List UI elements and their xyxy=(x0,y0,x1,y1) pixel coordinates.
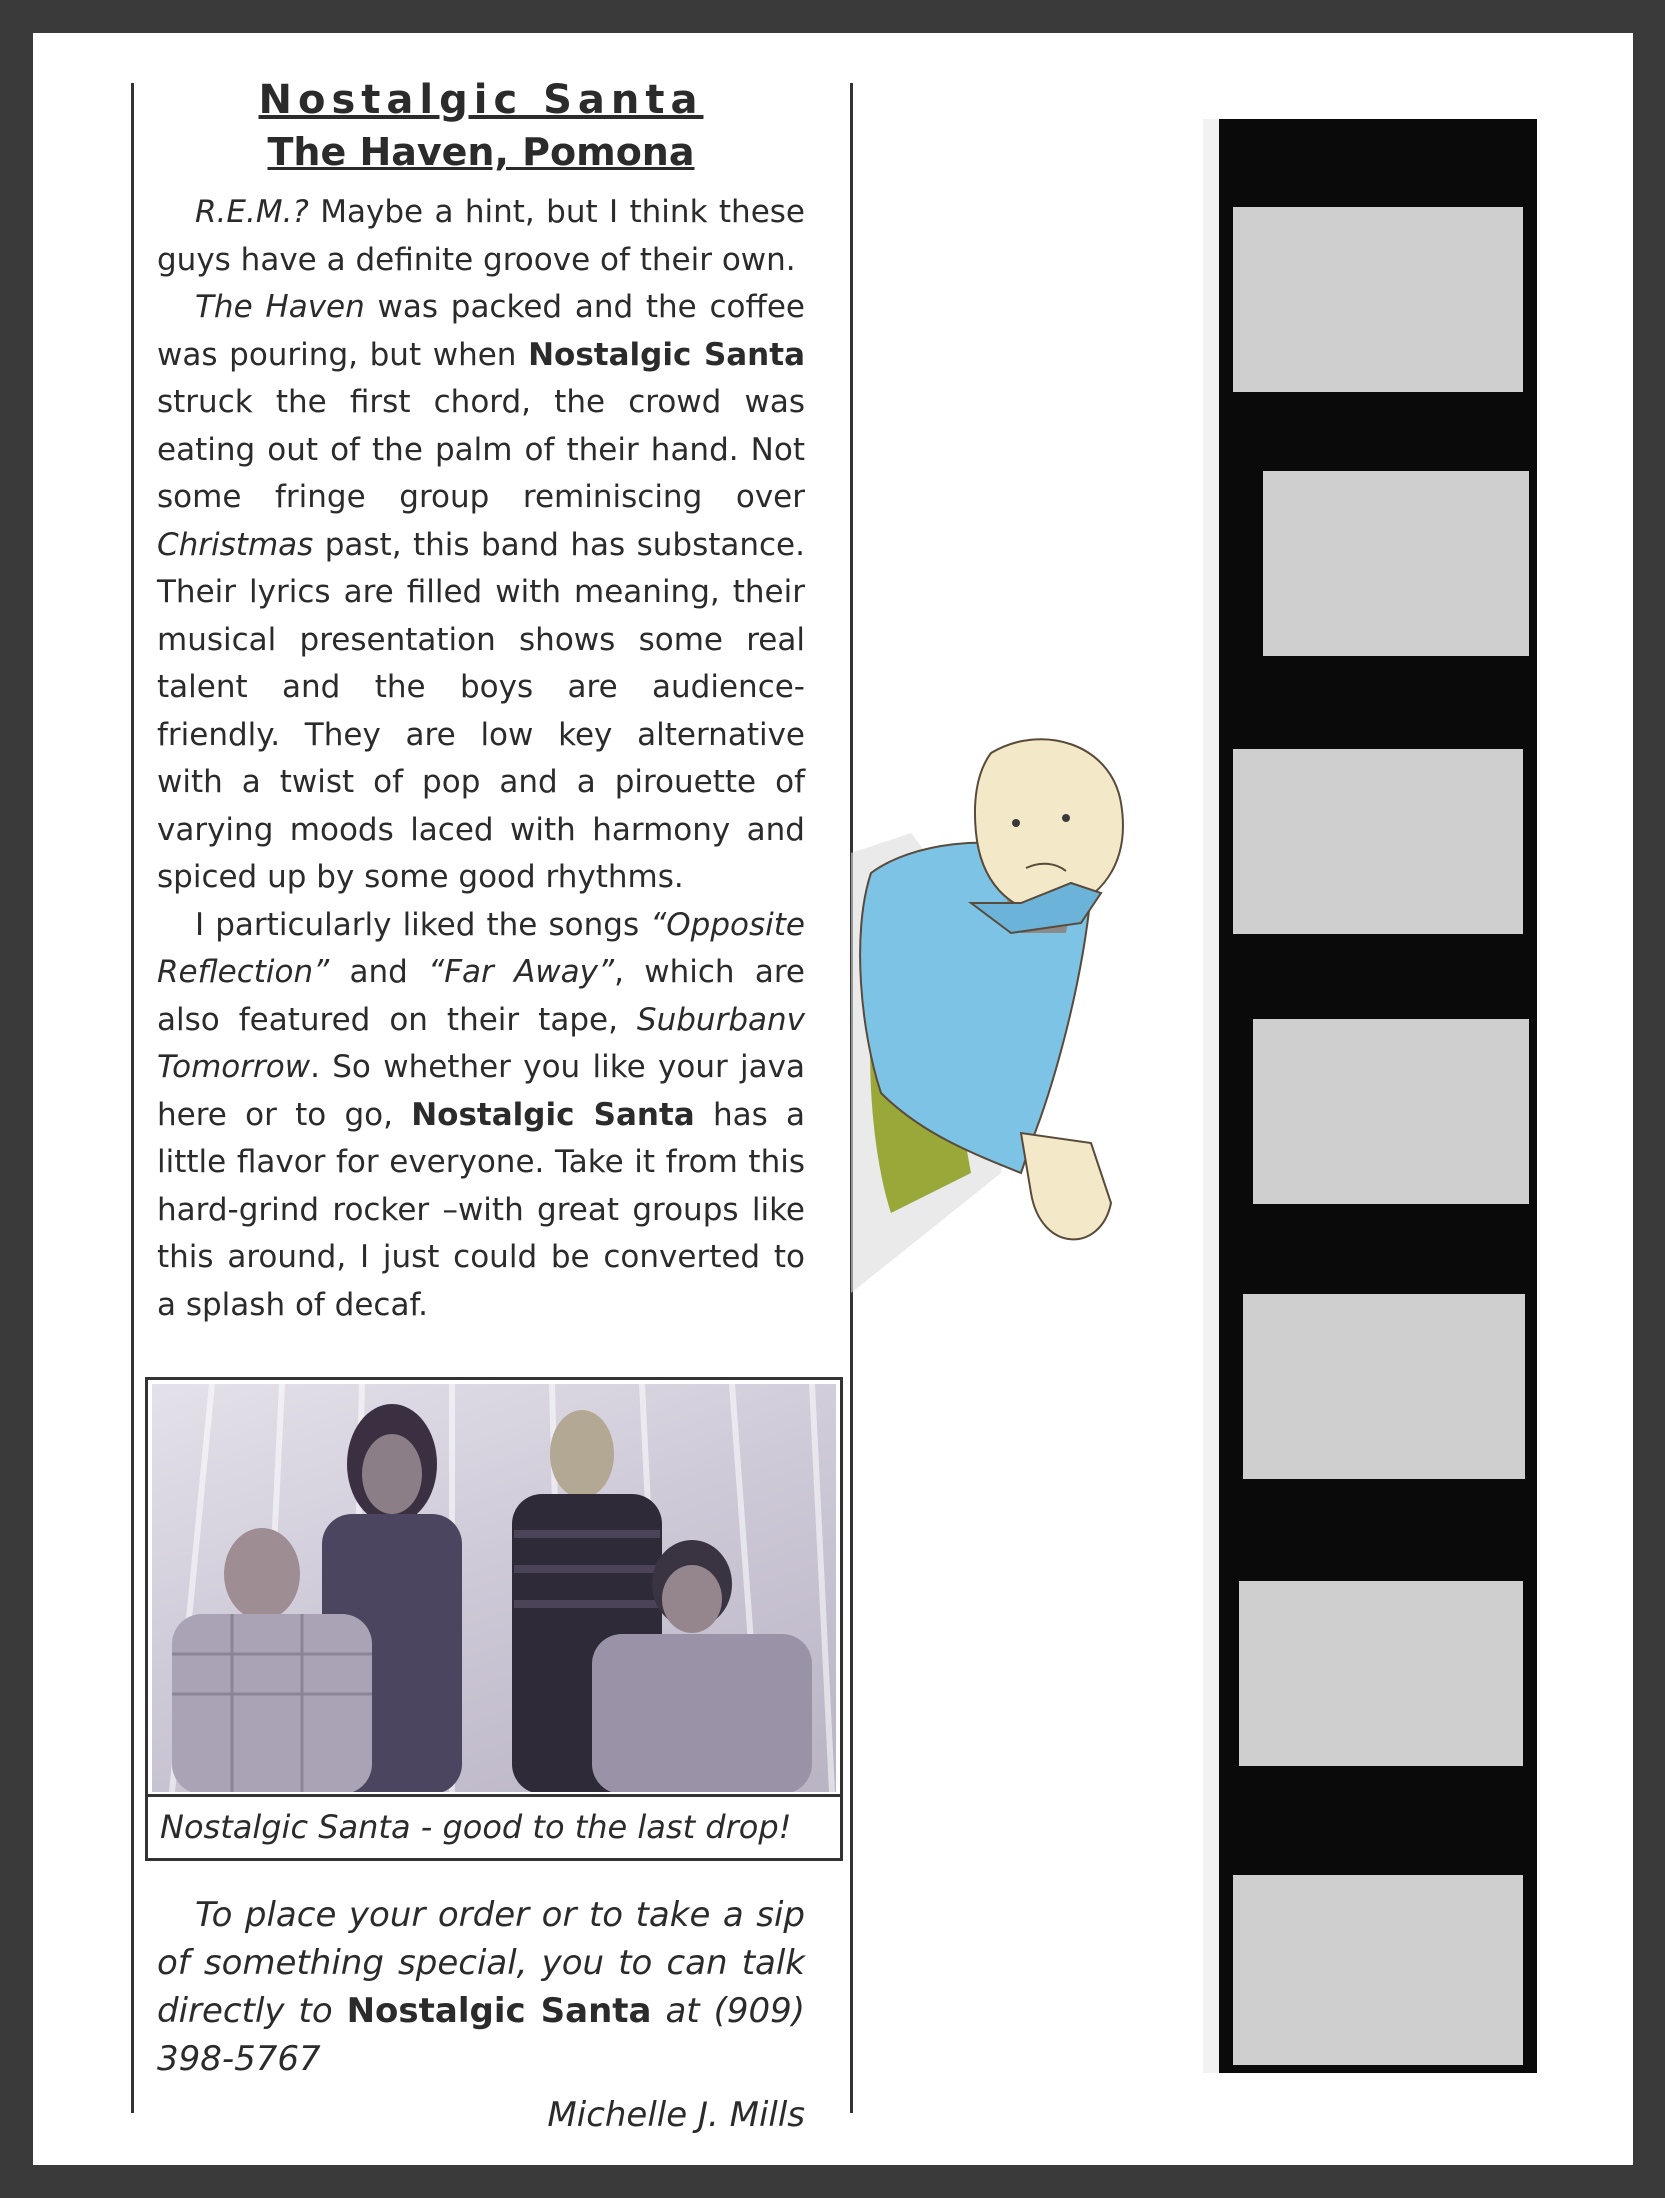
photo-caption: Nostalgic Santa - good to the last drop! xyxy=(148,1794,840,1854)
film-frame-4 xyxy=(1253,1019,1529,1204)
band-photo xyxy=(152,1384,836,1792)
christmas-italic: Christmas xyxy=(157,526,314,563)
film-frame-1 xyxy=(1233,207,1523,392)
film-frame-3 xyxy=(1233,749,1523,934)
band-photo-box xyxy=(145,1377,843,1861)
left-column-rule xyxy=(131,83,134,2113)
film-frame-7 xyxy=(1233,1875,1523,2065)
song-title-2: “Far Away” xyxy=(428,954,615,990)
venue-subtitle: The Haven, Pomona xyxy=(267,130,695,174)
order-paragraph xyxy=(157,1891,805,2083)
band-photo-illustration xyxy=(152,1384,836,1792)
p3-text-1: I particularly liked the songs xyxy=(195,906,651,943)
order-band-bold: Nostalgic Santa xyxy=(346,1991,652,2031)
p3-text-2: and xyxy=(329,954,429,990)
haven-italic: The Haven xyxy=(195,289,365,325)
band-title: Nostalgic Santa xyxy=(258,77,704,123)
tape-title: Suburbanv Tomorrow xyxy=(157,1001,805,1085)
film-frame-6 xyxy=(1239,1581,1523,1766)
p3-text-3: , which are also featured on their tape, xyxy=(157,954,805,1038)
film-frame-5 xyxy=(1243,1294,1525,1479)
rem-lead: R.E.M.? xyxy=(195,194,309,230)
band-bold: Nostalgic Santa xyxy=(528,336,805,373)
p2-text-2: struck the first chord, the crowd was eating out of the palm of their hand. Not some fringe group reminiscing over xyxy=(157,384,805,515)
order-text-2: at (909) 398-5767 xyxy=(157,1991,806,2079)
article xyxy=(157,73,805,1329)
paragraph-2 xyxy=(157,284,805,902)
paragraph-1 xyxy=(157,189,805,284)
song-title-1: “Opposite Reflection” xyxy=(157,906,805,990)
film-strip xyxy=(1219,119,1537,2073)
p3-text-5: has a little flavor for everyone. Take it from this hard-grind rocker –with great groups like this around, I just could be converted to a splash of decaf. xyxy=(157,1096,805,1323)
order-text-1: To place your order or to take a sip of something special, you to can talk directly to xyxy=(157,1895,805,2031)
page xyxy=(33,33,1633,2165)
band-bold-2: Nostalgic Santa xyxy=(411,1096,695,1133)
p1-text: Maybe a hint, but I think these guys have a definite groove of their own. xyxy=(157,194,805,278)
p2-text-3: past, this band has substance. Their lyrics are filled with meaning, their musical presentation shows some real talent and the boys are audience-friendly. They are low key alternative with a twist of pop and a pirouette of varying moods laced with harmony and spiced up by some good rhythms. xyxy=(157,526,805,895)
p3-text-4: . So whether you like your java here or to go, xyxy=(157,1049,805,1133)
paragraph-3 xyxy=(157,902,805,1330)
film-frame-2 xyxy=(1263,471,1529,656)
cartoon-illustration xyxy=(851,733,1231,1293)
p2-text-1: was packed and the coffee was pouring, but when xyxy=(157,289,806,373)
byline: Michelle J. Mills xyxy=(547,2095,805,2135)
